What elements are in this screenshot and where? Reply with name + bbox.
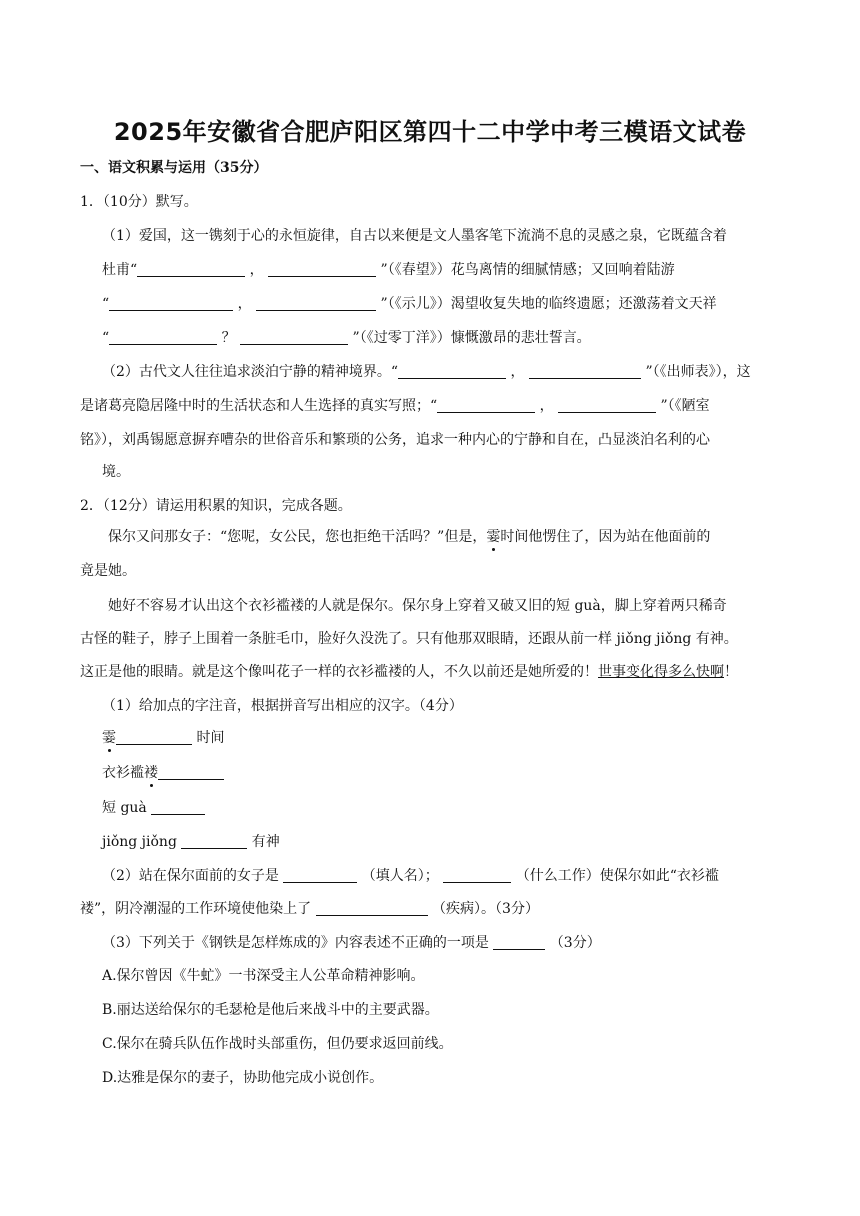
option-b[interactable]: B.丽达送给保尔的毛瑟枪是他后来战斗中的主要武器。	[102, 1002, 439, 1018]
answer-blank[interactable]	[151, 799, 205, 815]
q2-sub1-heading: （1）给加点的字注音，根据拼音写出相应的汉字。（4分）	[102, 698, 463, 714]
q1-part1-line4	[102, 328, 591, 348]
text-fragment: （什么工作）使保尔如此“衣衫褴	[511, 868, 719, 884]
q1-part2-line1	[102, 362, 751, 382]
text-fragment: 这正是他的眼睛。就是这个像叫花子一样的衣衫褴褛的人，不久以前还是她所爱的！	[80, 664, 598, 680]
answer-blank[interactable]	[109, 329, 217, 345]
q2-sub1-item-a	[102, 728, 224, 748]
answer-blank[interactable]	[256, 295, 376, 311]
option-d[interactable]: D.达雅是保尔的妻子，协助他完成小说创作。	[102, 1070, 384, 1086]
q2-sub1-item-c	[102, 798, 205, 818]
answer-blank[interactable]	[437, 397, 535, 413]
text-fragment: （2）站在保尔面前的女子是	[102, 868, 284, 884]
passage-para2-line1: 她好不容易才认出这个衣衫褴褛的人就是保尔。保尔身上穿着又破又旧的短 guà，脚上穿着两只稀奇	[108, 598, 727, 614]
answer-blank[interactable]	[398, 363, 506, 379]
q1-part2-line2	[80, 396, 710, 416]
text-fragment: ”（《过零丁洋》）慷慨激昂的悲壮誓言。	[352, 330, 591, 346]
answer-blank[interactable]	[316, 900, 428, 916]
text-fragment: “	[102, 296, 110, 312]
answer-blank[interactable]	[443, 867, 511, 883]
text-fragment: ”（《示儿》）渴望收复失地的临终遗愿；还激荡着文天祥	[380, 296, 717, 312]
page-title: 2025年安徽省合肥庐阳区第四十二中学中考三模语文试卷	[113, 118, 747, 146]
text-fragment: 时间他愣住了，因为站在他面前的	[500, 529, 711, 545]
text-fragment: 衣衫褴	[102, 765, 144, 781]
text-fragment: ！	[724, 664, 738, 680]
q1-part1-line3	[102, 294, 717, 314]
answer-blank[interactable]	[240, 329, 348, 345]
q2-sub2-line2	[80, 899, 539, 919]
q2-sub1-item-d	[102, 832, 280, 852]
text-fragment: 时间	[192, 730, 225, 746]
text-fragment: （2）古代文人往往追求淡泊宁静的精神境界。“	[102, 364, 399, 380]
passage-para2-line2: 古怪的鞋子，脖子上围着一条脏毛巾，脸好久没洗了。只有他那双眼睛，还跟从前一样 jiǒng jiǒng 有神。	[80, 631, 738, 647]
text-fragment: ”（《春望》）花鸟离情的细腻情感；又回响着陆游	[380, 262, 675, 278]
text-fragment: ”（《陋室	[660, 398, 710, 414]
q1-part1-line1: （1）爱国，这一镌刻于心的永恒旋律，自古以来便是文人墨客笔下流淌不息的灵感之泉，它既蕴含着	[102, 228, 727, 244]
text-fragment: （疾病）。（3分）	[427, 901, 539, 917]
dotted-char: 霎	[486, 529, 501, 545]
answer-blank[interactable]	[493, 934, 545, 950]
passage-para2-line3	[80, 662, 738, 682]
text-fragment: 褛”，阴冷潮湿的工作环境使他染上了	[80, 901, 316, 917]
text-fragment: （填人名）；	[357, 868, 444, 884]
q2-sub1-item-b	[102, 763, 224, 783]
question-1-heading: 1．（10分）默写。	[80, 194, 198, 210]
text-fragment: （3分）	[545, 935, 601, 951]
text-fragment: jiǒng jiǒng	[102, 834, 182, 850]
text-fragment: （3）下列关于《钢铁是怎样炼成的》内容表述不正确的一项是	[102, 935, 494, 951]
text-fragment: ，	[510, 364, 525, 380]
answer-blank[interactable]	[268, 261, 376, 277]
option-a[interactable]: A.保尔曾因《牛虻》一书深受主人公革命精神影响。	[102, 968, 425, 984]
text-fragment: ，	[539, 398, 554, 414]
answer-blank[interactable]	[158, 764, 224, 780]
q1-part2-line4: 境。	[102, 464, 130, 480]
answer-blank[interactable]	[529, 363, 641, 379]
question-2-heading: 2．（12分）请运用积累的知识，完成各题。	[80, 498, 352, 514]
text-fragment: 短 guà	[102, 800, 152, 816]
text-fragment: ，	[249, 262, 264, 278]
dotted-char: 霎	[102, 730, 116, 746]
q2-sub3-heading	[102, 933, 601, 953]
answer-blank[interactable]	[283, 867, 357, 883]
q2-sub2-line1	[102, 866, 719, 886]
answer-blank[interactable]	[558, 397, 656, 413]
text-fragment: ？	[221, 330, 236, 346]
q1-part2-line3: 铭》），刘禹锡愿意摒弃嘈杂的世俗音乐和繁琐的公务，追求一种内心的宁静和自在，凸显淡泊名利的心	[80, 432, 710, 448]
option-c[interactable]: C.保尔在骑兵队伍作战时头部重伤，但仍要求返回前线。	[102, 1036, 453, 1052]
text-fragment: 有神	[247, 834, 280, 850]
text-fragment: ”（《出师表》），这	[645, 364, 751, 380]
section-heading: 一、语文积累与运用（35分）	[80, 160, 268, 176]
answer-blank[interactable]	[109, 295, 233, 311]
passage-para1-line1	[108, 527, 710, 547]
passage-para1-line2: 竟是她。	[80, 563, 136, 579]
text-fragment: ，	[237, 296, 252, 312]
answer-blank[interactable]	[137, 261, 245, 277]
q1-part1-line2	[102, 260, 778, 280]
answer-blank[interactable]	[181, 833, 247, 849]
text-fragment: “	[102, 330, 110, 346]
dotted-char: 褛	[144, 765, 158, 781]
answer-blank[interactable]	[116, 729, 192, 745]
text-fragment: 保尔又问那女子：“您呢，女公民，您也拒绝干活吗？”但是，	[108, 529, 487, 545]
text-fragment: 是诸葛亮隐居隆中时的生活状态和人生选择的真实写照；“	[80, 398, 438, 414]
text-fragment: 杜甫“	[102, 262, 138, 278]
underlined-sentence: 世事变化得多么快啊	[598, 664, 724, 680]
